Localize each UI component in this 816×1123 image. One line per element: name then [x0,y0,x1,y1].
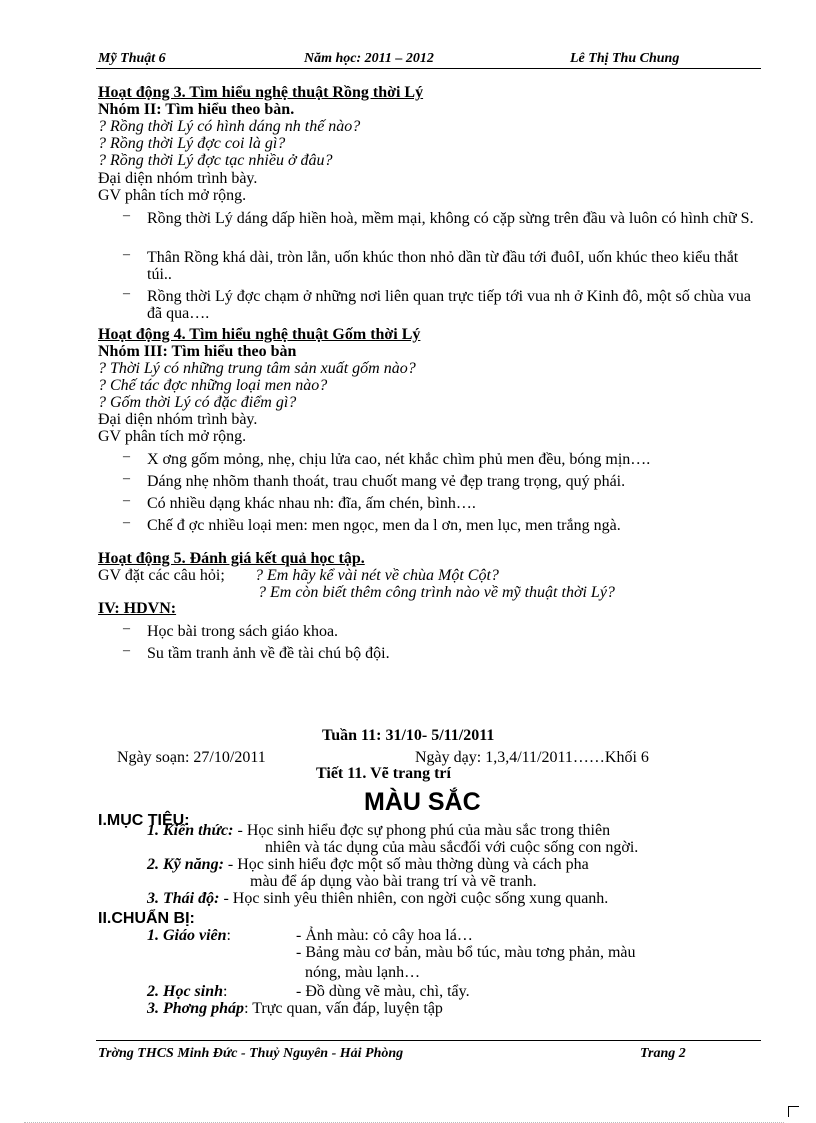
activity4-question: ? Gốm thời Lý có đặc điểm gì? [98,394,297,411]
prep-student-label [147,983,227,1000]
activity5-question: ? Em hãy kể vài nét về chùa Một Cột? [255,567,499,584]
prep-teacher-label [147,927,231,944]
homework-bullet: Học bài trong sách giáo khoa. [147,623,339,640]
prep-teacher-colon: : [226,927,231,944]
activity3-present: Đại diện nhóm trình bày. [98,170,258,187]
preparation-heading: II.CHUẨN BỊ: [98,910,195,927]
header-school-year: Năm học: 2011 – 2012 [304,51,434,66]
lesson-period: Tiết 11 [316,765,363,782]
bullet-dash: – [123,621,130,636]
bullet-dash: – [123,471,130,486]
activity5-question: ? Em còn biết thêm công trình nào về mỹ thuật thời Lý? [258,584,615,601]
activity3-group: Nhóm II: Tìm hiểu theo bàn. [98,101,295,118]
prep-student-label-text: 2. Học sinh [147,983,224,1000]
activity3-analysis: GV phân tích mở rộng. [98,187,247,204]
objective-item [147,822,610,839]
objective-cont: màu để áp dụng vào bài trang trí và vẽ tranh. [250,873,537,890]
bullet-dash: – [123,286,130,301]
lesson-period-line [316,765,451,783]
footer-page: Trang 2 [640,1046,686,1061]
lesson-week: Tuần 11: 31/10- 5/11/2011 [322,727,495,744]
activity5-lead: GV đặt các câu hỏi; [98,567,225,584]
prep-student-item: - Đồ dùng vẽ màu, chì, tẩy. [296,983,470,1000]
activity3-bullet: Rồng thời Lý đợc chạm ở những nơi liên quan trực tiếp tới vua nh ở Kinh đô, một số chùa vua đã qua…. [147,288,752,322]
activity4-title: Hoạt động 4. Tìm hiểu nghệ thuật Gốm thời Lý [98,326,421,343]
activity4-bullet: Có nhiều dạng khác nhau nh: đĩa, ấm chén, bình…. [147,495,476,512]
activity3-bullet: Rồng thời Lý dáng dấp hiền hoà, mềm mại, không có cặp sừng trên đầu và luôn có hình chữ S. [147,210,754,227]
lesson-prep-date: Ngày soạn: 27/10/2011 [117,749,266,766]
lesson-period-rest: . Vẽ trang trí [362,765,451,782]
homework-bullet: Su tầm tranh ảnh về đề tài chú bộ đội. [147,645,390,662]
bullet-dash: – [123,643,130,658]
objectives-heading: I.MỤC TIÊU: [98,812,190,829]
activity4-bullet: Dáng nhẹ nhõm thanh thoát, trau chuốt mang vẻ đẹp trang trọng, quý phái. [147,473,626,490]
objective-item [147,856,589,873]
bullet-dash: – [123,247,130,262]
prep-method-text: : Trực quan, vấn đáp, luyện tập [244,1000,443,1017]
activity4-bullet: Chế đ ợc nhiều loại men: men ngọc, men da l ơn, men lục, men trắng ngà. [147,517,621,534]
activity3-question: ? Rồng thời Lý đợc coi là gì? [98,135,286,152]
bullet-dash: – [123,493,130,508]
objective-text: - Học sinh yêu thiên nhiên, con ngời cuộc sống xung quanh. [219,890,609,907]
activity4-question: ? Chế tác đợc những loại men nào? [98,377,328,394]
header-teacher: Lê Thị Thu Chung [570,51,680,66]
objective-label: 3. Thái độ: [147,890,220,907]
prep-teacher-label-text: 1. Giáo viên [147,927,227,944]
header-rule [96,68,761,69]
objective-text: - Học sinh hiểu đợc một số màu thờng dùng và cách pha [223,856,589,873]
prep-method [147,1000,443,1017]
activity4-bullet: X ơng gốm mỏng, nhẹ, chịu lửa cao, nét khắc chìm phủ men đều, bóng mịn…. [147,451,651,468]
bullet-dash: – [123,449,130,464]
homework-title: IV: HDVN: [98,600,177,617]
objective-cont: nhiên và tác dụng của màu sắcđối với cuộc sống con ngời. [265,839,639,856]
objective-label: 1. Kiến thức: [147,822,234,839]
prep-student-colon: : [223,983,228,1000]
activity3-bullet: Thân Rồng khá dài, tròn lẳn, uốn khúc thon nhỏ dần từ đầu tới đuôI, uốn khúc theo kiểu thắt túi.. [147,249,739,283]
activity4-group: Nhóm III: Tìm hiểu theo bàn [98,343,297,360]
prep-teacher-item: nóng, màu lạnh… [305,964,421,981]
activity3-question: ? Rồng thời Lý đợc tạc nhiều ở đâu? [98,152,333,169]
bullet-dash: – [123,515,130,530]
objective-label: 2. Kỹ năng: [147,856,224,873]
crop-mark [788,1106,799,1117]
activity3-title: Hoạt động 3. Tìm hiểu nghệ thuật Rồng thời Lý [98,84,424,101]
lesson-title: MÀU SẮC [364,788,481,816]
prep-teacher-item: - Bảng màu cơ bản, màu bổ túc, màu tơng phản, màu [296,944,636,961]
footer-rule [96,1040,761,1041]
activity4-analysis: GV phân tích mở rộng. [98,428,247,445]
header-subject: Mỹ Thuật 6 [98,51,166,66]
activity3-question: ? Rồng thời Lý có hình dáng nh thế nào? [98,118,361,135]
lesson-teach-date: Ngày dạy: 1,3,4/11/2011……Khối 6 [415,749,649,766]
prep-teacher-item: - Ảnh màu: cỏ cây hoa lá… [296,927,473,944]
footer-school: Trờng THCS Minh Đức - Thuỷ Nguyên - Hải Phòng [98,1046,404,1061]
objective-item [147,890,608,907]
prep-method-label: 3. Phơng pháp [147,1000,245,1017]
activity5-title: Hoạt động 5. Đánh giá kết quả học tập. [98,550,365,567]
objective-text: - Học sinh hiểu đợc sự phong phú của màu sắc trong thiên [233,822,611,839]
bullet-dash: – [123,208,130,223]
activity4-question: ? Thời Lý có những trung tâm sản xuất gốm nào? [98,360,416,377]
activity4-present: Đại diện nhóm trình bày. [98,411,258,428]
